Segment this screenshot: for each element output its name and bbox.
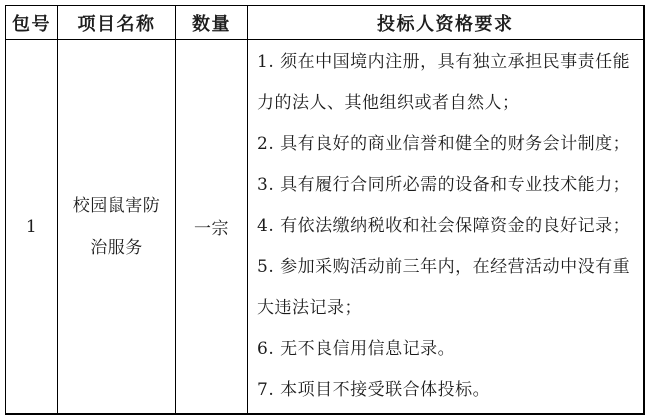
header-quantity: 数量: [176, 6, 248, 40]
bidder-qualification-table: [5, 5, 645, 415]
cell-requirements: [248, 40, 644, 415]
header-package-no: 包号: [6, 6, 58, 40]
cell-project-name: 校园鼠害防治服务: [58, 40, 176, 415]
cell-quantity: 一宗: [176, 40, 248, 415]
requirement-item-3: 3. 具有履行合同所必需的设备和专业技术能力；: [257, 175, 631, 195]
requirement-item-4: 4. 有依法缴纳税收和社会保障资金的良好记录；: [257, 216, 631, 236]
requirement-item-6: 6. 无不良信用信息记录。: [257, 339, 456, 359]
requirement-item-7: 7. 本项目不接受联合体投标。: [257, 380, 491, 400]
cell-package-no: 1: [6, 40, 58, 415]
requirement-item-2: 2. 具有良好的商业信誉和健全的财务会计制度；: [257, 134, 631, 154]
requirement-item-1: 1. 须在中国境内注册，具有独立承担民事责任能力的法人、其他组织或者自然人；: [257, 52, 631, 113]
table-header-row: [6, 6, 644, 40]
requirement-item-5: 5. 参加采购活动前三年内，在经营活动中没有重大违法记录；: [257, 257, 631, 318]
header-bidder-qualification: 投标人资格要求: [248, 6, 644, 40]
table-row: [6, 40, 644, 415]
header-project-name: 项目名称: [58, 6, 176, 40]
